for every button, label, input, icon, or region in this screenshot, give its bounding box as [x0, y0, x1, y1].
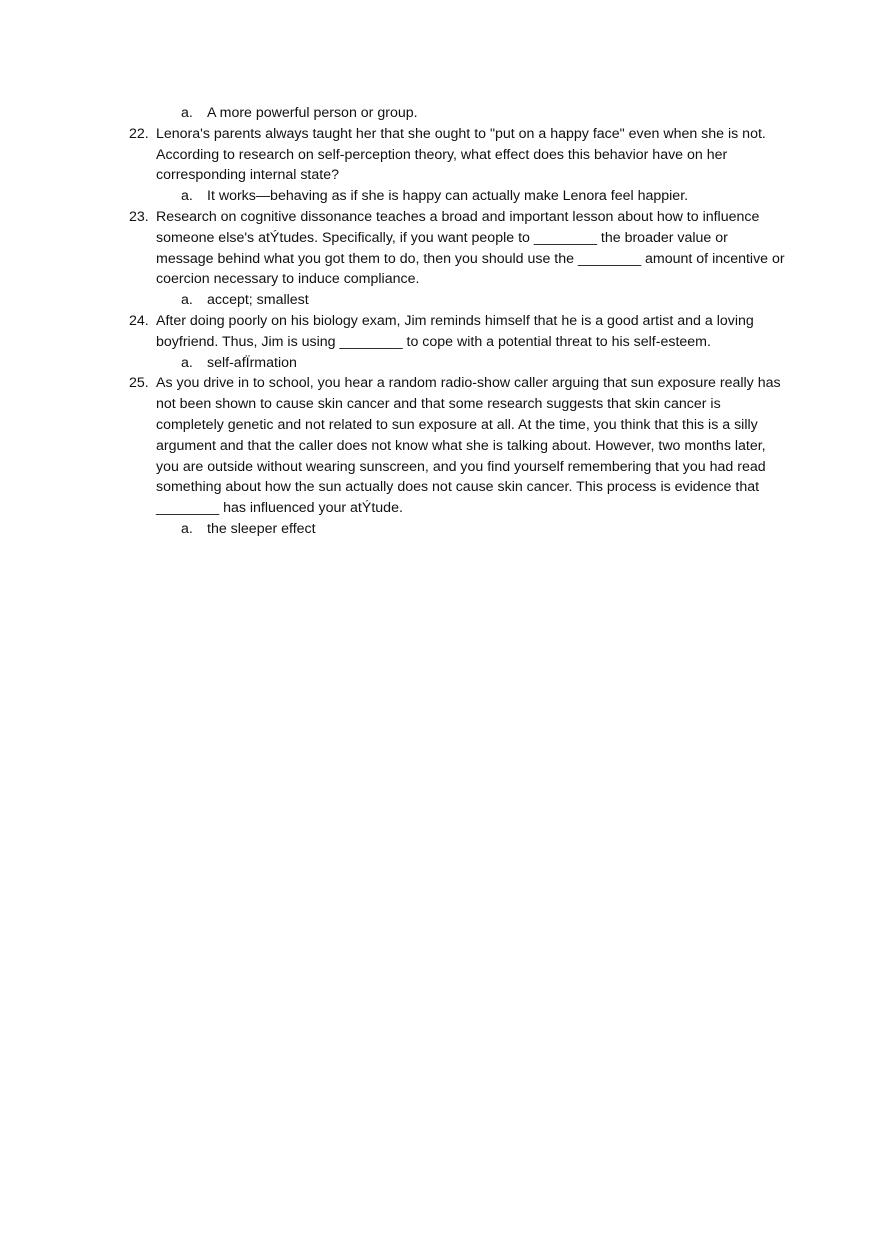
question-23: [129, 207, 789, 290]
question-number: 25.: [129, 375, 149, 392]
answer-item: [129, 290, 789, 311]
answer-text: accept; smallest: [207, 292, 309, 309]
answer-letter: a.: [181, 354, 193, 371]
question-22: [129, 124, 789, 186]
answer-text: It works—behaving as if she is happy can actually make Lenora feel happier.: [207, 188, 689, 205]
question-number: 24.: [129, 312, 149, 329]
answer-item: [129, 186, 789, 207]
question-number: 22.: [129, 125, 149, 142]
answer-text: the sleeper effect: [207, 520, 316, 537]
question-24: [129, 311, 789, 353]
document-body: [129, 103, 789, 540]
question-text: After doing poorly on his biology exam, Jim reminds himself that he is a good artist and a loving boyfriend. Thus, Jim is using ________ to cope with a potential threat to his self-esteem.: [156, 312, 754, 350]
answer-letter: a.: [181, 520, 193, 537]
answer-text: A more powerful person or group.: [207, 105, 418, 121]
answer-text: self-afÏrmation: [207, 354, 297, 371]
answer-item: [129, 519, 789, 540]
answer-item: [129, 103, 789, 124]
question-text: Research on cognitive dissonance teaches a broad and important lesson about how to influence someone else's atÝtudes. Specifically, if you want people to ________ the broader value or message behind what you got them to do, then you should use the ________ amount of incentive or coercion necessary to induce compliance.: [156, 208, 785, 288]
answer-letter: a.: [181, 105, 193, 121]
answer-letter: a.: [181, 188, 193, 205]
answer-item: [129, 353, 789, 374]
question-text: Lenora's parents always taught her that she ought to "put on a happy face" even when she is not. According to research on self-perception theory, what effect does this behavior have on her corresponding internal state?: [156, 125, 766, 184]
question-25: [129, 373, 789, 519]
question-number: 23.: [129, 208, 149, 225]
answer-letter: a.: [181, 292, 193, 309]
question-text: As you drive in to school, you hear a random radio-show caller arguing that sun exposure really has not been shown to cause skin cancer and that some research suggests that skin cancer is completely genetic and not related to sun exposure at all. At the time, you think that this is a silly argument and that the caller does not know what she is talking about. However, two months later, you are outside without wearing sunscreen, and you find yourself remembering that you had read something about how the sun actually does not cause skin cancer. This process is evidence that ________ has influenced your atÝtude.: [156, 375, 781, 517]
